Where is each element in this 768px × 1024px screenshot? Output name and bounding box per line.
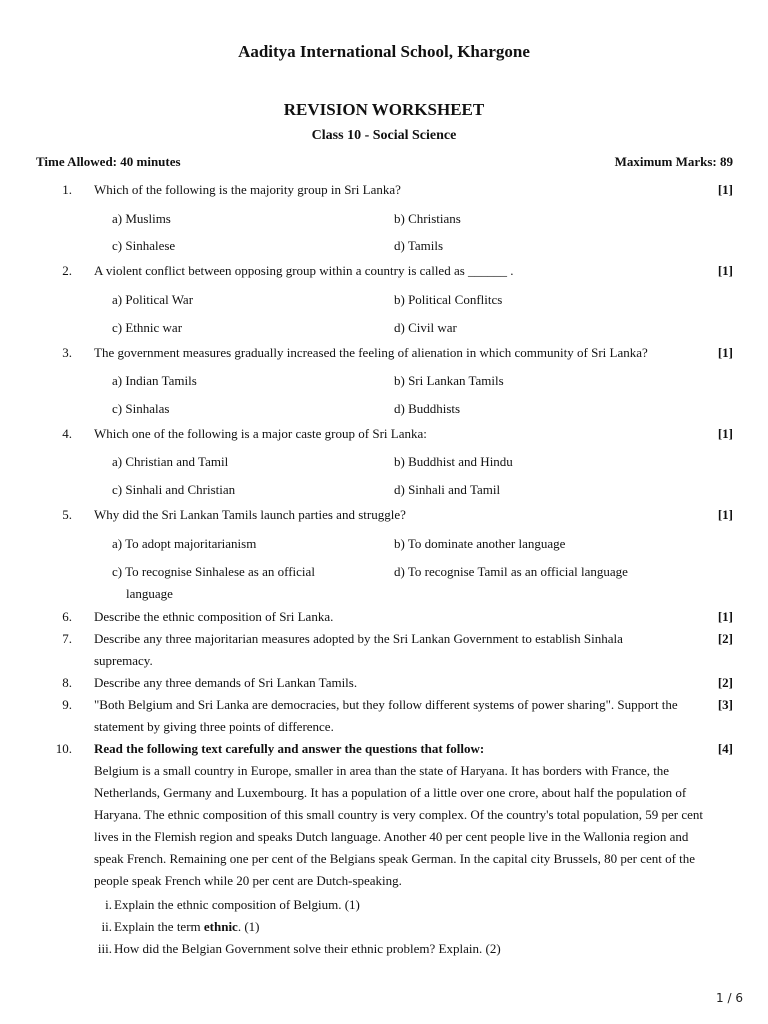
sub-question-i: [94, 894, 360, 916]
option-c: c) Ethnic war: [112, 320, 183, 335]
question-text: Describe the ethnic composition of Sri Lanka.: [94, 609, 334, 624]
question-number: 4.: [62, 426, 72, 441]
question-marks: [2]: [717, 675, 733, 690]
question-text: Which of the following is the majority group in Sri Lanka?: [94, 182, 401, 197]
question-marks: [3]: [717, 697, 733, 712]
question-marks: [1]: [717, 263, 733, 278]
time-allowed: Time Allowed: 40 minutes: [36, 154, 181, 169]
question-marks: [4]: [717, 741, 733, 756]
question-text: Read the following text carefully and answer the questions that follow:: [94, 741, 485, 756]
question-number: 1.: [62, 182, 72, 197]
option-c: c) Sinhalese: [112, 238, 176, 253]
school-name: Aaditya International School, Khargone: [238, 42, 530, 61]
option-d: d) Buddhists: [394, 401, 461, 416]
option-a: a) Muslims: [112, 211, 171, 226]
question-marks: [1]: [717, 507, 733, 522]
question-text: A violent conflict between opposing group within a country is called as ______ .: [94, 263, 514, 278]
option-a: a) Indian Tamils: [112, 373, 197, 388]
passage-text: Belgium is a small country in Europe, smaller in area than the state of Haryana. It has borders with France, the Netherlands, Germany and Luxembourg. It has a population of a little over one crore, about half the population of Haryana. The ethnic composition of this small country is very complex. Of the country's total population, 59 per cent lives in the Flemish region and speaks Dutch language. Another 40 per cent people live in the Wallonia region and speak French. Remaining one per cent of the Belgians speak German. In the capital city Brussels, 80 per cent of the people speak French while 20 per cent are Dutch-speaking.: [94, 763, 703, 888]
option-d: d) Civil war: [394, 320, 457, 335]
sub-question-text: How did the Belgian Government solve their ethnic problem? Explain. (2): [114, 941, 501, 956]
question-text: Why did the Sri Lankan Tamils launch parties and struggle?: [94, 507, 406, 522]
sub-question-number: ii.: [101, 919, 112, 934]
question-number: 3.: [62, 345, 72, 360]
maximum-marks: Maximum Marks: 89: [614, 154, 733, 169]
option-b: b) Political Conflitcs: [394, 292, 503, 307]
page-indicator: 1 / 6: [716, 991, 743, 1005]
option-c: c) To recognise Sinhalese as an official language: [112, 564, 315, 601]
option-c: c) Sinhalas: [112, 401, 170, 416]
question-number: 2.: [62, 263, 72, 278]
option-a: a) Christian and Tamil: [112, 454, 229, 469]
question-text: Describe any three majoritarian measures adopted by the Sri Lankan Government to establish Sinhala supremacy.: [94, 631, 623, 668]
option-c: c) Sinhali and Christian: [112, 482, 236, 497]
question-number: 6.: [62, 609, 72, 624]
question-number: 9.: [62, 697, 72, 712]
sub-question-number: i.: [105, 897, 112, 912]
question-text: The government measures gradually increased the feeling of alienation in which community of Sri Lanka?: [94, 345, 648, 360]
question-number: 5.: [62, 507, 72, 522]
question-number: 7.: [62, 631, 72, 646]
question-number: 8.: [62, 675, 72, 690]
question-marks: [1]: [717, 609, 733, 624]
option-d: d) Tamils: [394, 238, 444, 253]
class-subject: Class 10 - Social Science: [311, 128, 457, 143]
question-marks: [1]: [717, 182, 733, 197]
option-b: b) Sri Lankan Tamils: [394, 373, 504, 388]
question-text: "Both Belgium and Sri Lanka are democracies, but they follow different systems of power sharing". Support the statement by giving three points of difference.: [94, 697, 678, 734]
question-text: Which one of the following is a major caste group of Sri Lanka:: [94, 426, 427, 441]
sub-question-number: iii.: [97, 941, 112, 956]
option-a: a) To adopt majoritarianism: [112, 536, 257, 551]
sub-question-bold-term: ethnic: [203, 919, 238, 934]
option-b: b) Buddhist and Hindu: [394, 454, 513, 469]
sub-question-ii: [94, 916, 260, 938]
question-text: Describe any three demands of Sri Lankan Tamils.: [94, 675, 358, 690]
option-b: b) Christians: [394, 211, 461, 226]
option-b: b) To dominate another language: [394, 536, 566, 551]
worksheet-title: REVISION WORKSHEET: [283, 100, 485, 119]
question-marks: [2]: [717, 631, 733, 646]
question-marks: [1]: [717, 426, 733, 441]
sub-question-text: Explain the ethnic composition of Belgium. (1): [114, 897, 360, 912]
question-number: 10.: [55, 741, 72, 756]
sub-question-iii: [94, 938, 501, 960]
option-a: a) Political War: [112, 292, 194, 307]
question-marks: [1]: [717, 345, 733, 360]
option-d: d) To recognise Tamil as an official language: [394, 564, 628, 579]
option-d: d) Sinhali and Tamil: [394, 482, 501, 497]
sub-question-text-end: . (1): [237, 919, 260, 934]
sub-question-text: Explain the term: [114, 919, 204, 934]
